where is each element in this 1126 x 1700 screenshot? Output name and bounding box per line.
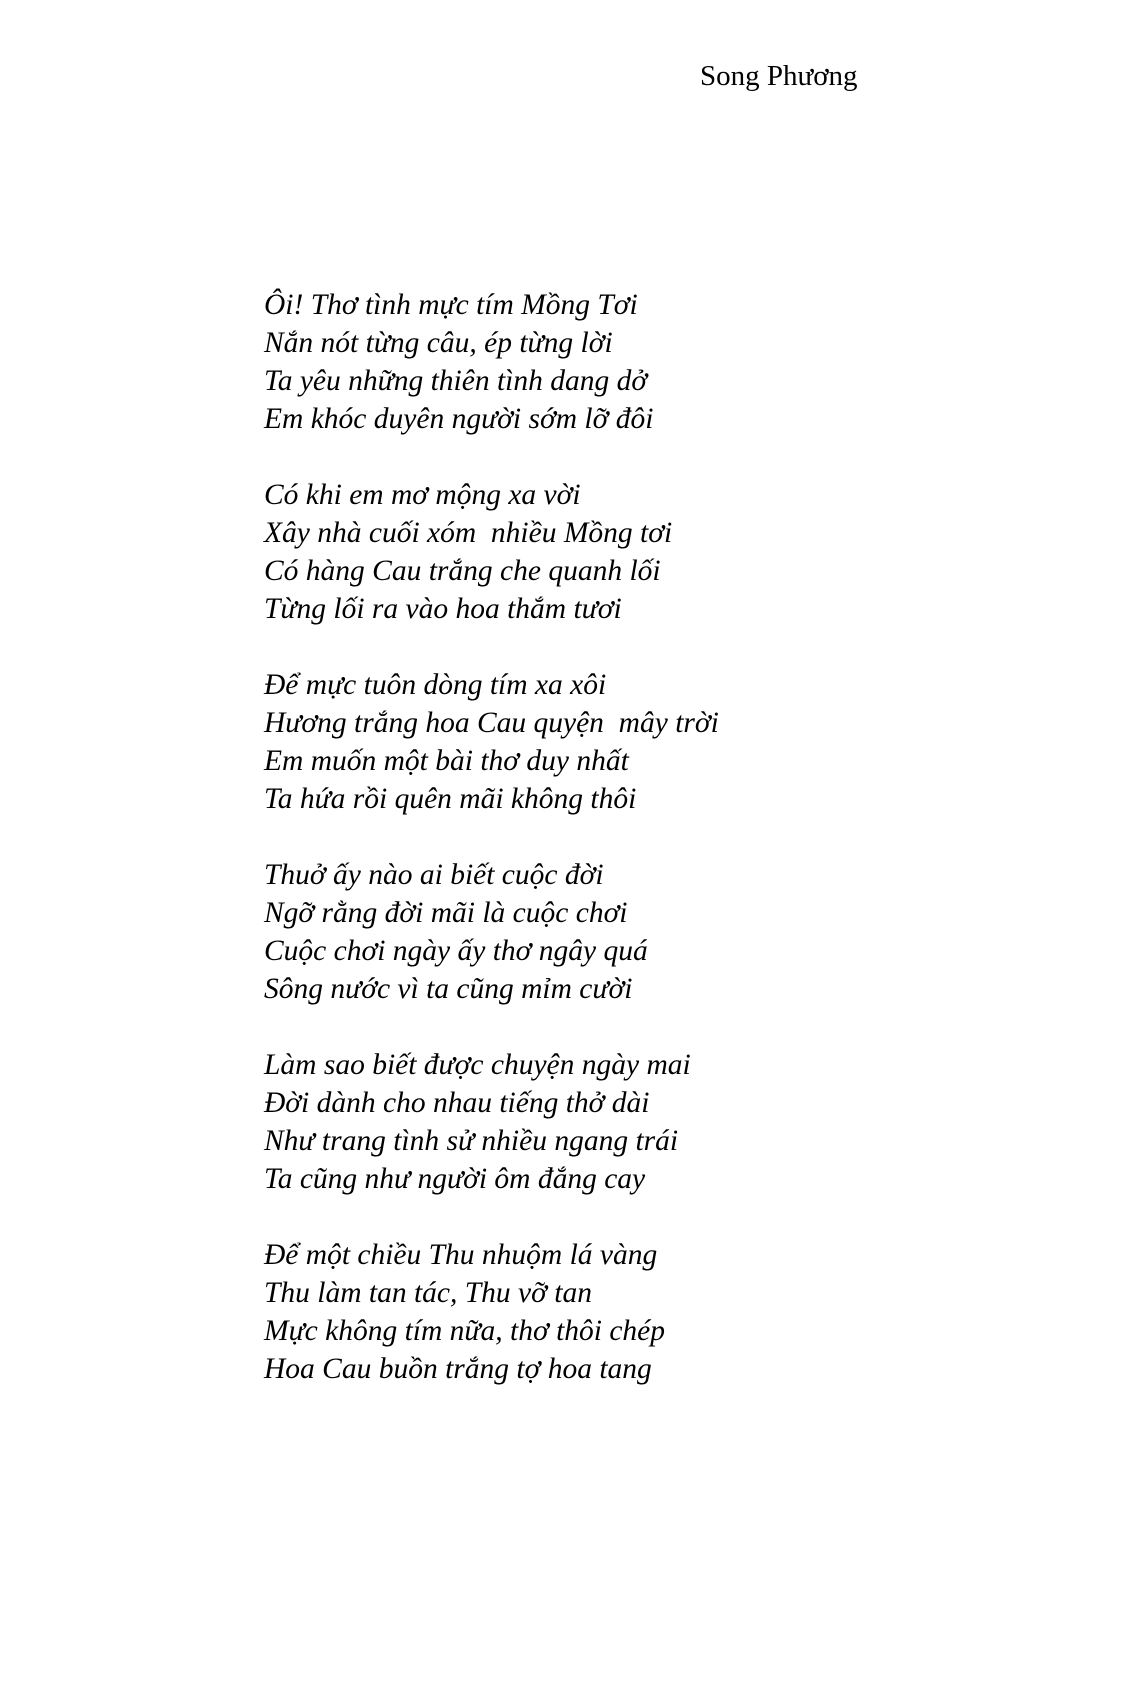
- poem-line: Mực không tím nữa, thơ thôi chép: [264, 1315, 666, 1347]
- poem-line: Ta yêu những thiên tình dang dở: [264, 365, 648, 397]
- poem-line: Hoa Cau buồn trắng tợ hoa tang: [264, 1353, 652, 1385]
- poem-line: Ngỡ rằng đời mãi là cuộc chơi: [264, 897, 628, 929]
- stanza: [264, 1046, 1024, 1198]
- stanza: [264, 476, 1024, 628]
- poem-line: Như trang tình sử nhiều ngang trái: [264, 1125, 679, 1157]
- poem-line: Xây nhà cuối xóm nhiều Mồng tơi: [264, 517, 673, 549]
- poem-body: [264, 286, 1024, 1426]
- author-header: Song Phương: [700, 60, 858, 92]
- poem-line: Sông nước vì ta cũng mỉm cười: [264, 973, 633, 1005]
- poem-line: Thuở ấy nào ai biết cuộc đời: [264, 859, 604, 891]
- stanza: [264, 286, 1024, 438]
- poem-line: Cuộc chơi ngày ấy thơ ngây quá: [264, 935, 648, 967]
- stanza: [264, 666, 1024, 818]
- poem-line: Em khóc duyên người sớm lỡ đôi: [264, 403, 654, 435]
- poem-line: Đời dành cho nhau tiếng thở dài: [264, 1087, 650, 1119]
- poem-line: Ta cũng như người ôm đắng cay: [264, 1163, 646, 1195]
- poem-line: Hương trắng hoa Cau quyện mây trời: [264, 707, 719, 739]
- poem-line: Thu làm tan tác, Thu vỡ tan: [264, 1277, 592, 1309]
- poem-line: Có khi em mơ mộng xa vời: [264, 479, 581, 511]
- stanza: [264, 856, 1024, 1008]
- stanza: [264, 1236, 1024, 1388]
- poem-line: Ôi! Thơ tình mực tím Mồng Tơi: [264, 289, 638, 321]
- poem-line: Em muốn một bài thơ duy nhất: [264, 745, 629, 777]
- poem-line: Ta hứa rồi quên mãi không thôi: [264, 783, 637, 815]
- poem-line: Có hàng Cau trắng che quanh lối: [264, 555, 661, 587]
- poem-line: Làm sao biết được chuyện ngày mai: [264, 1049, 691, 1081]
- poem-line: Nắn nót từng câu, ép từng lời: [264, 327, 613, 359]
- poem-line: Từng lối ra vào hoa thắm tươi: [264, 593, 622, 625]
- poem-line: Để một chiều Thu nhuộm lá vàng: [264, 1239, 658, 1271]
- poem-line: Để mực tuôn dòng tím xa xôi: [264, 669, 607, 701]
